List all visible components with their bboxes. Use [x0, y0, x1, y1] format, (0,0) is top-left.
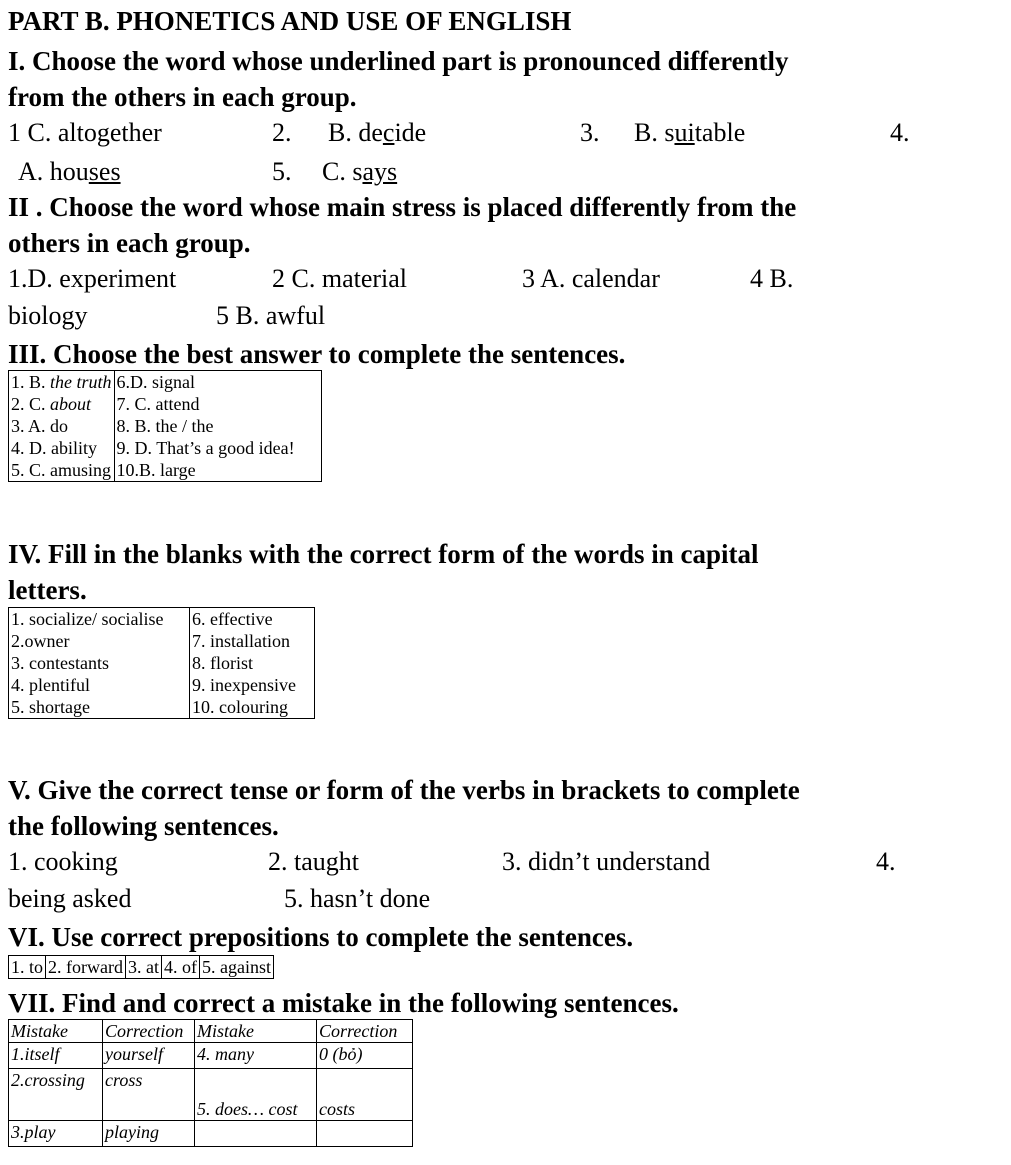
- header-cell: Correction: [317, 1020, 413, 1043]
- section-2-heading-line-2: others in each group.: [8, 228, 251, 258]
- section-1-answer-1: 1 C. altogether: [8, 118, 162, 147]
- table-cell: 1. B. the truth: [9, 371, 115, 394]
- table-header-row: [9, 1020, 413, 1043]
- section-5-heading-line-1: V. Give the correct tense or form of the verbs in brackets to complete: [8, 775, 800, 805]
- section-2-answer-5: 5 B. awful: [216, 301, 326, 330]
- section-1-answer-2-number: 2.: [272, 118, 292, 147]
- table-row: [9, 437, 322, 459]
- header-cell: Mistake: [9, 1020, 103, 1043]
- section-5-answer-3: 3. didn’t understand: [502, 847, 711, 876]
- table-cell: 2. forward: [46, 956, 126, 979]
- section-1-answer-3-number: 3.: [580, 118, 600, 147]
- table-cell: 4. of: [162, 956, 200, 979]
- table-cell: 9. inexpensive: [190, 674, 315, 696]
- section-1-answer-4: A. houses: [18, 157, 121, 186]
- table-row: [9, 1069, 413, 1121]
- table-cell: 3.play: [9, 1121, 103, 1147]
- table-cell: 2.crossing: [9, 1069, 103, 1121]
- table-cell: 2. C. about: [9, 393, 115, 415]
- table-cell: 6. effective: [190, 608, 315, 631]
- table-row: [9, 1043, 413, 1069]
- table-row: [9, 415, 322, 437]
- section-2-answer-2: 2 C. material: [272, 264, 408, 293]
- section-6-heading: VI. Use correct prepositions to complete the sentences.: [8, 922, 634, 952]
- section-1-answer-5-number: 5.: [272, 157, 292, 186]
- table-cell: [195, 1121, 317, 1147]
- section-7-correction-table: [8, 1019, 413, 1147]
- section-2-heading-line-1: II . Choose the word whose main stress is placed differently from the: [8, 192, 797, 222]
- table-row: [9, 393, 322, 415]
- section-2-answer-4-continued: biology: [8, 301, 88, 330]
- table-cell: 0 (bỏ): [317, 1043, 413, 1069]
- table-cell: 3. A. do: [9, 415, 115, 437]
- section-3-answer-table: [8, 370, 322, 482]
- table-cell: 8. florist: [190, 652, 315, 674]
- table-row: [9, 608, 315, 631]
- underlined-part: ays: [362, 157, 398, 186]
- table-cell: 2.owner: [9, 630, 190, 652]
- table-row: [9, 459, 322, 482]
- section-4-heading-line-2: letters.: [8, 575, 87, 605]
- table-cell: 10. colouring: [190, 696, 315, 719]
- header-cell: Mistake: [195, 1020, 317, 1043]
- section-1-answer-3: B. suitable: [634, 118, 746, 147]
- page-title: PART B. PHONETICS AND USE OF ENGLISH: [8, 6, 572, 36]
- underlined-part: ui: [674, 118, 695, 147]
- table-cell: 4. plentiful: [9, 674, 190, 696]
- section-2-answer-4: 4 B.: [750, 264, 794, 293]
- table-cell: 7. installation: [190, 630, 315, 652]
- section-7-heading: VII. Find and correct a mistake in the following sentences.: [8, 988, 679, 1018]
- underlined-part: ses: [88, 157, 121, 186]
- section-5-answer-4-continued: being asked: [8, 884, 132, 913]
- section-5-answer-1: 1. cooking: [8, 847, 118, 876]
- table-cell: 9. D. That’s a good idea!: [114, 437, 321, 459]
- table-row: [9, 956, 274, 979]
- section-4-heading-line-1: IV. Fill in the blanks with the correct form of the words in capital: [8, 539, 759, 569]
- table-cell: 4. many: [195, 1043, 317, 1069]
- section-1-answer-2: B. decide: [328, 118, 427, 147]
- table-row: [9, 630, 315, 652]
- table-cell: 5. shortage: [9, 696, 190, 719]
- section-5-answer-5: 5. hasn’t done: [284, 884, 431, 913]
- header-cell: Correction: [103, 1020, 195, 1043]
- section-2-answer-3: 3 A. calendar: [522, 264, 660, 293]
- section-5-answer-4: 4.: [876, 847, 896, 876]
- underlined-part: c: [382, 118, 395, 147]
- table-cell: cross: [103, 1069, 195, 1121]
- table-cell: 3. at: [126, 956, 162, 979]
- table-row: [9, 696, 315, 719]
- table-row: [9, 1121, 413, 1147]
- section-4-answer-table: [8, 607, 315, 719]
- section-6-answer-table: [8, 955, 274, 979]
- table-cell: 5. against: [200, 956, 274, 979]
- section-1-answer-5: C. says: [322, 157, 398, 186]
- table-cell: 5. does… cost: [195, 1069, 317, 1121]
- section-5-heading-line-2: the following sentences.: [8, 811, 279, 841]
- section-1-heading-line-1: I. Choose the word whose underlined part is pronounced differently: [8, 46, 789, 76]
- table-cell: [317, 1121, 413, 1147]
- section-2-answer-1: 1.D. experiment: [8, 264, 177, 293]
- table-cell: yourself: [103, 1043, 195, 1069]
- section-1-heading-line-2: from the others in each group.: [8, 82, 357, 112]
- table-cell: playing: [103, 1121, 195, 1147]
- table-cell: 5. C. amusing: [9, 459, 115, 482]
- section-5-answer-2: 2. taught: [268, 847, 359, 876]
- table-cell: 1. to: [9, 956, 46, 979]
- section-3-heading: III. Choose the best answer to complete the sentences.: [8, 339, 626, 369]
- table-cell: 6.D. signal: [114, 371, 321, 394]
- section-1-answer-4-number: 4.: [890, 118, 910, 147]
- table-cell: 3. contestants: [9, 652, 190, 674]
- table-row: [9, 674, 315, 696]
- table-cell: 7. C. attend: [114, 393, 321, 415]
- table-row: [9, 371, 322, 394]
- table-cell: 8. B. the / the: [114, 415, 321, 437]
- table-cell: costs: [317, 1069, 413, 1121]
- table-row: [9, 652, 315, 674]
- table-cell: 1. socialize/ socialise: [9, 608, 190, 631]
- table-cell: 10.B. large: [114, 459, 321, 482]
- table-cell: 1.itself: [9, 1043, 103, 1069]
- table-cell: 4. D. ability: [9, 437, 115, 459]
